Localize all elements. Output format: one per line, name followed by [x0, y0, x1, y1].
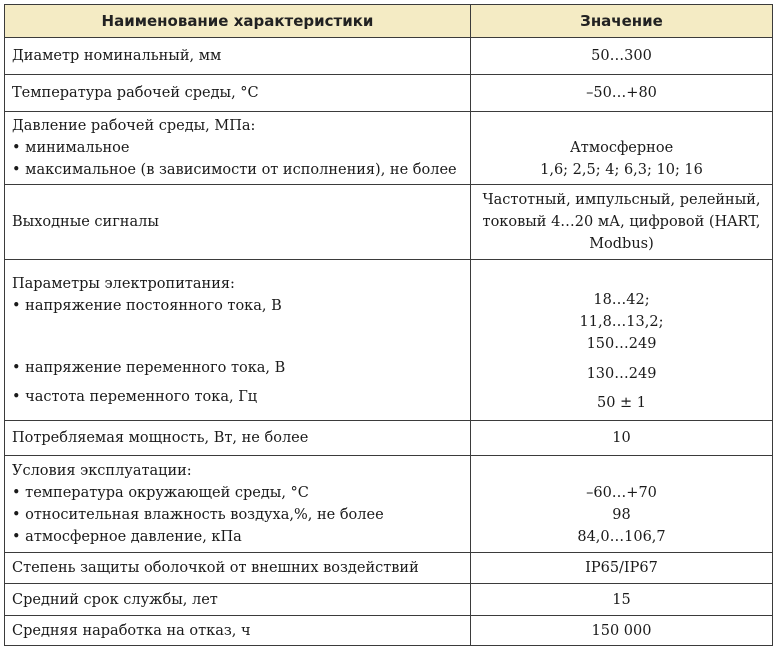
table-row [5, 616, 773, 646]
row-value [471, 185, 773, 260]
bullet-item: • напряжение постоянного тока, В [12, 295, 463, 317]
row-name: Потребляемая мощность, Вт, не более [5, 421, 471, 456]
table-row [5, 75, 773, 112]
bullet-item: • температура окружающей среды, °С [12, 482, 463, 504]
table-row [5, 456, 773, 553]
table-row [5, 185, 773, 260]
row-name [5, 112, 471, 185]
row-name: Температура рабочей среды, °С [5, 75, 471, 112]
table-row [5, 112, 773, 185]
row-value: 50…300 [471, 38, 773, 75]
value-line: 150…249 [586, 335, 657, 352]
value-line: –60…+70 [586, 485, 657, 501]
value-line: 130…249 [586, 365, 657, 382]
row-value [471, 112, 773, 185]
row-name: Средний срок службы, лет [5, 584, 471, 616]
value-line: Modbus) [589, 236, 654, 252]
table-header-row [5, 5, 773, 38]
specifications-table [4, 4, 773, 646]
row-value: 150 000 [471, 616, 773, 646]
bullet-item: • минимальное [12, 137, 463, 159]
value-line: 84,0…106,7 [577, 529, 666, 545]
row-name: Выходные сигналы [5, 185, 471, 260]
value-line: 98 [612, 507, 631, 523]
value-line: токовый 4…20 мА, цифровой (HART, [482, 214, 761, 230]
value-line: 1,6; 2,5; 4; 6,3; 10; 16 [540, 162, 703, 178]
header-value: Значение [471, 5, 773, 38]
group-title: Давление рабочей среды, МПа: [12, 118, 256, 134]
bullet-item: • максимальное (в зависимости от исполнения), не более [12, 159, 463, 181]
table-row [5, 38, 773, 75]
row-value: –50…+80 [471, 75, 773, 112]
table-row [5, 260, 773, 421]
header-name: Наименование характеристики [5, 5, 471, 38]
bullet-item: • атмосферное давление, кПа [12, 526, 463, 548]
value-line: 50 ± 1 [596, 394, 647, 411]
bullet-item: • напряжение переменного тока, В [12, 357, 463, 379]
row-value [471, 260, 773, 421]
row-value: IP65/IP67 [471, 553, 773, 584]
table-row [5, 584, 773, 616]
row-name: Средняя наработка на отказ, ч [5, 616, 471, 646]
value-line: 18…42; [593, 291, 650, 308]
bullet-item: • относительная влажность воздуха,%, не более [12, 504, 463, 526]
row-value [471, 456, 773, 553]
bullet-item: • частота переменного тока, Гц [12, 386, 463, 408]
value-line: Частотный, импульсный, релейный, [482, 192, 761, 208]
row-value: 15 [471, 584, 773, 616]
value-line: Атмосферное [569, 140, 674, 156]
row-name: Степень защиты оболочкой от внешних воздействий [5, 553, 471, 584]
group-title: Условия эксплуатации: [12, 463, 192, 479]
row-name [5, 260, 471, 421]
row-value: 10 [471, 421, 773, 456]
group-title: Параметры электропитания: [12, 275, 235, 292]
table-row [5, 553, 773, 584]
row-name [5, 456, 471, 553]
table-row [5, 421, 773, 456]
value-line: 11,8…13,2; [579, 313, 664, 330]
row-name: Диаметр номинальный, мм [5, 38, 471, 75]
